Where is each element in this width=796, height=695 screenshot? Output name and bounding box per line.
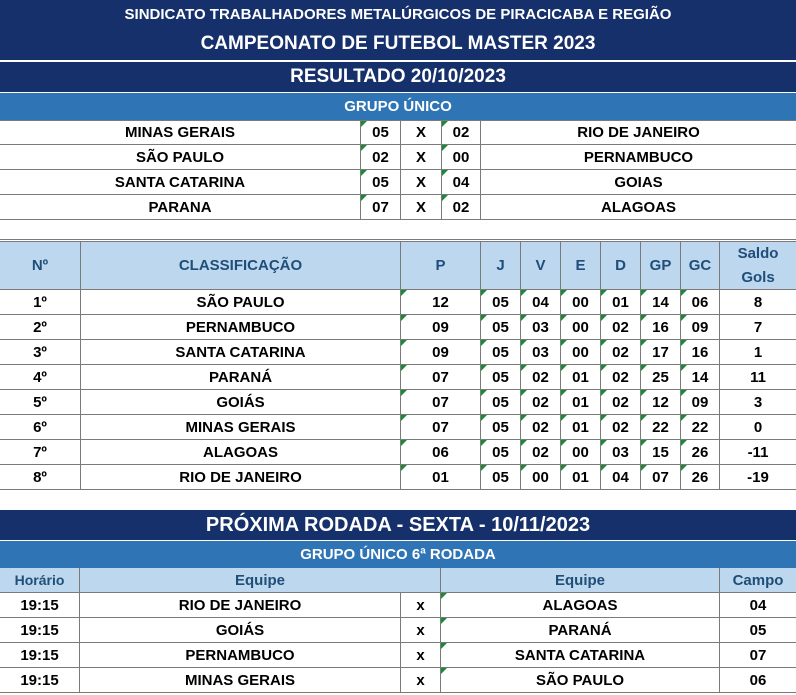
result-versus: X [401, 170, 442, 194]
standings-d: 01 [601, 290, 641, 314]
standings-gc: 16 [681, 340, 720, 364]
standings-j: 05 [481, 290, 521, 314]
standings-p: 06 [401, 440, 481, 464]
next-versus: x [401, 618, 441, 642]
result-versus: X [401, 121, 442, 144]
standings-d: 02 [601, 415, 641, 439]
next-round-title: PRÓXIMA RODADA - SEXTA - 10/11/2023 [0, 510, 796, 540]
next-away-team: SÃO PAULO [441, 668, 720, 692]
next-home-team: RIO DE JANEIRO [80, 593, 401, 617]
group-title: GRUPO ÚNICO [0, 93, 796, 120]
standings-gp: 07 [641, 465, 681, 489]
standings-d: 04 [601, 465, 641, 489]
standings-e: 01 [561, 415, 601, 439]
standings-team: GOIÁS [81, 390, 401, 414]
next-home-team: MINAS GERAIS [80, 668, 401, 692]
next-time: 19:15 [0, 643, 80, 667]
standings-pos: 3º [0, 340, 81, 364]
standings-team: PERNAMBUCO [81, 315, 401, 339]
next-header-home: Equipe [80, 568, 441, 592]
next-time: 19:15 [0, 593, 80, 617]
standings-p: 01 [401, 465, 481, 489]
standings-sg: 1 [753, 343, 763, 361]
standings-gc: 06 [681, 290, 720, 314]
next-game-row [0, 593, 796, 618]
result-away-score: 00 [442, 145, 481, 169]
spacer-row [0, 220, 796, 240]
saldo-label: Saldo [737, 244, 779, 262]
next-versus: x [401, 593, 441, 617]
next-home-team: PERNAMBUCO [80, 643, 401, 667]
standings-j: 05 [481, 315, 521, 339]
result-home-team: SÃO PAULO [0, 145, 361, 169]
standings-row [0, 390, 796, 415]
standings-p: 09 [401, 340, 481, 364]
standings-j: 05 [481, 340, 521, 364]
standings-v: 03 [521, 340, 561, 364]
standings-j: 05 [481, 465, 521, 489]
standings-e: 00 [561, 315, 601, 339]
next-field: 04 [749, 596, 767, 614]
standings-gp: 14 [641, 290, 681, 314]
result-home-score: 05 [361, 121, 401, 144]
result-away-team: GOIAS [614, 173, 663, 191]
result-away-team: PERNAMBUCO [583, 148, 694, 166]
result-versus: X [401, 195, 442, 219]
standings-pos: 6º [0, 415, 81, 439]
standings-e: 01 [561, 390, 601, 414]
result-home-score: 05 [361, 170, 401, 194]
next-header-away: Equipe [441, 568, 720, 592]
next-versus: x [401, 668, 441, 692]
standings-p: 07 [401, 415, 481, 439]
result-row [0, 195, 796, 220]
standings-sg: 7 [753, 318, 763, 336]
championship-title: CAMPEONATO DE FUTEBOL MASTER 2023 [0, 28, 796, 60]
standings-p: 12 [401, 290, 481, 314]
next-field: 06 [749, 671, 767, 689]
standings-d: 02 [601, 340, 641, 364]
standings-pos: 5º [0, 390, 81, 414]
standings-d: 03 [601, 440, 641, 464]
next-game-row [0, 643, 796, 668]
gols-label: Gols [741, 268, 775, 286]
standings-team: SÃO PAULO [81, 290, 401, 314]
standings-team: RIO DE JANEIRO [81, 465, 401, 489]
next-home-team: GOIÁS [80, 618, 401, 642]
standings-row [0, 340, 796, 365]
standings-j: 05 [481, 415, 521, 439]
standings-e: 00 [561, 440, 601, 464]
standings-team: SANTA CATARINA [81, 340, 401, 364]
standings-p: 09 [401, 315, 481, 339]
standings-header-2: P [401, 242, 481, 289]
standings-row [0, 440, 796, 465]
standings-row [0, 465, 796, 490]
next-game-row [0, 668, 796, 693]
standings-sg: 3 [753, 393, 763, 411]
standings-gp: 17 [641, 340, 681, 364]
standings-gc: 09 [681, 315, 720, 339]
standings-e: 00 [561, 340, 601, 364]
standings-gc: 22 [681, 415, 720, 439]
standings-team: ALAGOAS [81, 440, 401, 464]
standings-row [0, 315, 796, 340]
standings-pos: 7º [0, 440, 81, 464]
result-away-score: 02 [442, 121, 481, 144]
standings-e: 00 [561, 290, 601, 314]
standings-gp: 15 [641, 440, 681, 464]
standings-d: 02 [601, 390, 641, 414]
standings-gp: 22 [641, 415, 681, 439]
standings-header-4: V [521, 242, 561, 289]
next-versus: x [401, 643, 441, 667]
standings-header-6: D [601, 242, 641, 289]
result-home-team: SANTA CATARINA [0, 170, 361, 194]
standings-sg: 8 [753, 293, 763, 311]
standings-v: 03 [521, 315, 561, 339]
standings-sg: 0 [753, 418, 763, 436]
standings-j: 05 [481, 440, 521, 464]
standings-p: 07 [401, 365, 481, 389]
standings-j: 05 [481, 390, 521, 414]
standings-v: 04 [521, 290, 561, 314]
next-round-group: GRUPO ÚNICO 6ª RODADA [0, 541, 796, 568]
result-versus: X [401, 145, 442, 169]
standings-d: 02 [601, 315, 641, 339]
result-home-score: 07 [361, 195, 401, 219]
standings-sg: -19 [747, 468, 769, 486]
result-row [0, 120, 796, 145]
standings-sg: -11 [747, 443, 769, 461]
standings-v: 00 [521, 465, 561, 489]
standings-header-5: E [561, 242, 601, 289]
next-field: 05 [749, 621, 767, 639]
standings-header-row [0, 241, 796, 290]
result-away-score: 04 [442, 170, 481, 194]
result-away-team: RIO DE JANEIRO [577, 124, 700, 141]
next-header-time: Horário [0, 568, 80, 592]
result-row [0, 170, 796, 195]
standings-gp: 25 [641, 365, 681, 389]
standings-team: PARANÁ [81, 365, 401, 389]
result-away-score: 02 [442, 195, 481, 219]
standings-header-saldo [720, 242, 796, 289]
result-home-score: 02 [361, 145, 401, 169]
standings-d: 02 [601, 365, 641, 389]
standings-gc: 14 [681, 365, 720, 389]
result-home-team: PARANA [0, 195, 361, 219]
standings-gp: 16 [641, 315, 681, 339]
result-row [0, 145, 796, 170]
union-title: SINDICATO TRABALHADORES METALÚRGICOS DE PIRACICABA E REGIÃO [0, 0, 796, 28]
standings-v: 02 [521, 390, 561, 414]
next-time: 19:15 [0, 618, 80, 642]
next-field: 07 [749, 646, 767, 664]
standings-header-7: GP [641, 242, 681, 289]
standings-row [0, 415, 796, 440]
next-away-team: PARANÁ [441, 618, 720, 642]
standings-row [0, 365, 796, 390]
standings-v: 02 [521, 415, 561, 439]
standings-header-1: CLASSIFICAÇÃO [81, 242, 401, 289]
standings-row [0, 290, 796, 315]
standings-v: 02 [521, 365, 561, 389]
result-title: RESULTADO 20/10/2023 [0, 61, 796, 92]
standings-header-0: Nº [0, 242, 81, 289]
standings-header-8: GC [681, 242, 720, 289]
standings-pos: 4º [0, 365, 81, 389]
standings-j: 05 [481, 365, 521, 389]
standings-pos: 1º [0, 290, 81, 314]
next-away-team: SANTA CATARINA [441, 643, 720, 667]
standings-gp: 12 [641, 390, 681, 414]
standings-pos: 8º [0, 465, 81, 489]
result-away-team: ALAGOAS [601, 198, 676, 216]
standings-gc: 09 [681, 390, 720, 414]
standings-sg: 11 [750, 368, 766, 386]
standings-pos: 2º [0, 315, 81, 339]
standings-gc: 26 [681, 440, 720, 464]
next-time: 19:15 [0, 668, 80, 692]
next-game-row [0, 618, 796, 643]
next-header-row [0, 568, 796, 593]
standings-header-3: J [481, 242, 521, 289]
next-away-team: ALAGOAS [441, 593, 720, 617]
standings-v: 02 [521, 440, 561, 464]
result-home-team: MINAS GERAIS [0, 121, 361, 144]
standings-e: 01 [561, 465, 601, 489]
standings-e: 01 [561, 365, 601, 389]
standings-team: MINAS GERAIS [81, 415, 401, 439]
standings-p: 07 [401, 390, 481, 414]
next-header-field: Campo [720, 568, 796, 592]
standings-gc: 26 [681, 465, 720, 489]
